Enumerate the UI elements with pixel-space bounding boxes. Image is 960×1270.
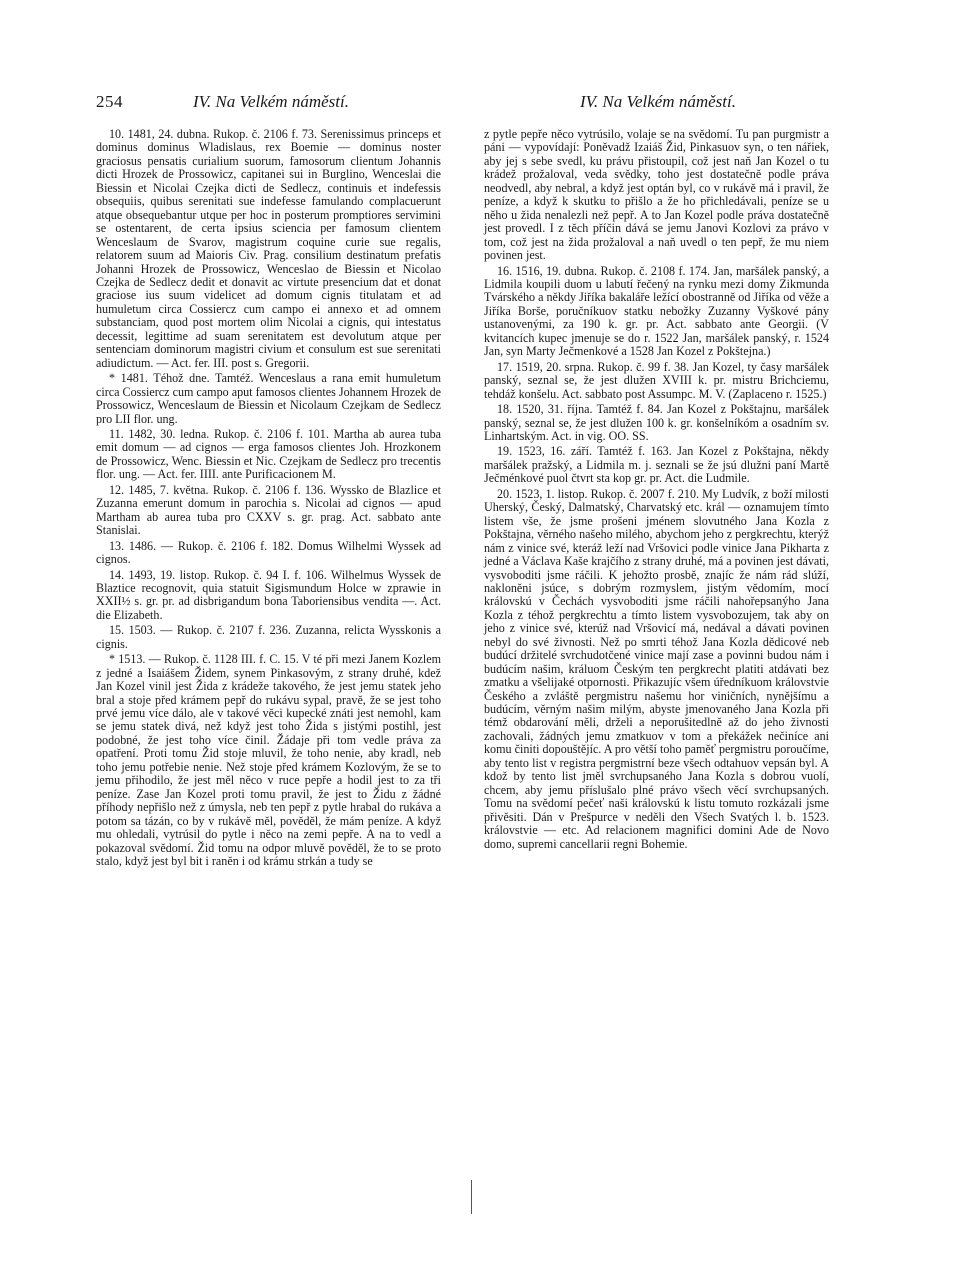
entry-15: 15. 1503. — Rukop. č. 2107 f. 236. Zuzanna, relicta Wysskonis a cignis.: [96, 623, 441, 651]
entry-15-continuation: z pytle pepře něco vytrúsilo, volaje se na svědomí. Tu pan purgmistr a páni — vypovídají: Poněvadž Izaiáš Žid, Pinkasuov syn, o ten nářiek, aby jej s sebe svedl, ku právu přistoupil, což jest naň Jan Kozel o tu krádež prožaloval, veda svědky, toho jest dostatečně podle práva neodvedl, aby nebral, a když jest optán byl, co v rukávě má i pravil, že peníze, a když k skutku to přišlo a že ho přichledávali, peníze se u něho u žida nenalezli než pepř. A to Jan Kozel podle práva dostatečně jest provedl. I z těch příčin dává se jemu Janovi Kozlovi za právo v tom, což jest na žida prožaloval a naň uvedl o ten pepř, že mu niem povinen jest.: [484, 127, 829, 263]
entry-17: 17. 1519, 20. srpna. Rukop. č. 99 f. 38. Jan Kozel, ty časy maršálek panský, seznal se, že jest dlužen XVIII k. pr. mistru Brichciemu, tehdáž konšelu. Act. sabbato post Assumpc. M. V. (Zaplaceno r. 1525.): [484, 359, 829, 401]
entry-15-addendum: * 1513. — Rukop. č. 1128 III. f. C. 15. V té při mezi Janem Kozlem z jedné a Isaiášem Židem, synem Pinkasovým, z strany druhé, kdež Jan Kozel vinil jest Žida z krádeže takového, že jest jemu statek jeho bral a stoje před krámem pepř do rukávu sypal, pravě, že se jest toho prvé jemu více dálo, ale v takové věci kupecké znáti jest nemohl, kam se jemu statek divá, než když jest toho Žida s jistými postihl, jest podobné, že jest toho více činil. Žádaje při tom vedle práva za opatření. Proti tomu Žid stoje mluvil, že toho nenie, aby kradl, neb toho jemu potřebie nenie. Než stoje před krámem Kozlovým, že se to jemu přihodilo, že jest měl něco v ruce pepře a hodil jest to za tři peníze. Zase Jan Kozel proti tomu pravil, že jest to Židu z žádné příhody nepřišlo než z úmysla, neb ten pepř z pytle hrabal do rukáva a potom sa tázán, co by v rukávě měl, pověděl, že mám peníze. A když mu ohledali, vytrúsil do pytle i něco na zemi pepře. A na to vedl a pokazoval svědomí. Žid tomu na odpor mluvě pověděl, že to se proto stalo, když jest byl bit i raněn i od krámu strkán a tudy se: [96, 652, 441, 869]
entry-18: 18. 1520, 31. října. Tamtéž f. 84. Jan Kozel z Pokštajnu, maršálek panský, seznal se, že jest dlužen 100 k. gr. konšelníkóm a osadním sv. Linhartským. Act. in vig. OO. SS.: [484, 402, 829, 443]
page-number: 254: [96, 92, 123, 111]
entry-10-addendum: * 1481. Téhož dne. Tamtéž. Wenceslaus a rana emit humuletum circa Cossiercz cum campo aput famosos clientes Johannem Hrozek de Prossowicz, Wenceslaum de Biessin et Nicolaum Czejkam de Sedlecz pro LII flor. ung.: [96, 371, 441, 426]
entry-13: 13. 1486. — Rukop. č. 2106 f. 182. Domus Wilhelmi Wyssek ad cignos.: [96, 538, 441, 567]
running-title-left: IV. Na Velkém náměstí.: [193, 92, 349, 111]
column-divider: [471, 1180, 472, 1214]
right-text-column: [484, 128, 829, 851]
entry-12: 12. 1485, 7. května. Rukop. č. 2106 f. 136. Wyssko de Blazlice et Zuzanna emerunt domum in parochia s. Nicolai ad cignos — apud Martham ab aurea tuba pro CXXV s. gr. prag. Act. sabbato ante Stanislai.: [96, 482, 441, 538]
running-title-right: IV. Na Velkém náměstí.: [580, 92, 736, 111]
entry-19: 19. 1523, 16. září. Tamtéž f. 163. Jan Kozel z Pokštajna, někdy maršálek pražský, a Lidmila m. j. seznali se že jsú dlužni paní Martě Ječménkové puol čtvrt sta kop gr. pr. Act. die Ludmile.: [484, 444, 829, 486]
entry-10: 10. 1481, 24. dubna. Rukop. č. 2106 f. 73. Serenissimus princeps et dominus dominus Wladislaus, rex Boemie — dominus noster graciosus pensatis curialium suorum, famosorum clientum Johannis dicti Hrozek de Prossowicz, capitanei sui in Burglino, Wenceslai die Biessin et Nicolai Czejka dicti de Sedlecz, continuis et indefessis obsequiis, quibus serenitati sue indefesse famulando complacuerunt atque obsequebantur utque per hoc in posterum promptiores servimini se ostentarent, de certa ipsius sciencia per famosum clientem Wenceslaum de Svarov, magistrum coquine curie sue regalis, relatorem suum ad Maioris Civ. Prag. consilium destinatum prefatis Johanni Hrozek de Prossowicz, Wenceslao de Biessin et Nicolao Czejka de Sedlecz dedit et donavit ac virtute presencium dat et donat graciose ius suum videlicet ad domum cignis titulatam et ad humuletum circa Cossiercz cum campo ei annexo et ad omnem substanciam, quod post mortem olim Nicolai a cignis, qui intestatus decessit, legittime ad suam serenitatem est devolutum atque per sentenciam dominorum magistri civium et consulum est sue serenitati adiudictum. — Act. fer. III. post s. Gregorii.: [96, 127, 441, 370]
entry-14: 14. 1493, 19. listop. Rukop. č. 94 I. f. 106. Wilhelmus Wyssek de Blaztice recognovit, quia statuit Sigismundum Holce w zprawie in XXII½ s. gr. pr. ad disbrigandum bona Taboriensibus vendita —. Act. die Elizabeth.: [96, 567, 441, 622]
entry-20: 20. 1523, 1. listop. Rukop. č. 2007 f. 210. My Ludvík, z boží milosti Uherský, Český, Dalmatský, Charvatský etc. král — oznamujem tímto listem vše, že jsme prošeni jménem slovutného Jana Kozla z Pokštajna, věrného našeho milého, abychom jeho z pergkrechtu, kterýž nám z vinice své, kteráž leží nad Vršovici podle vinice Jana Pikharta z jedné a Václava Kaše krajčího z strany druhé, má a povinen jest dávati, vysvoboditi jsme ráčili. K jehožto prosbě, znajíc že nám rád slúží, nakloněni jsúce, s dobrým rozmyslem, jistým vědomím, mocí královskú v Čechách vysvoboditi jsme ráčili nahořepsanýho Jana Kozla z téhož pergkrechtu a tímto listem vysvobozujem, tak aby on jeho z vinice své, kterúž nad Vršovicí má, nedával a dávati povinen nebyl do své živnosti. Než po smrti téhož Jana Kozla dědicové neb budúcí držitelé svrchudotčené vinice mají zase a povinni budou nám i budúcím našim, králuom Českým ten pergkrecht platiti atdávati bez zmatku a všelijaké otpornosti. Přikazujíc všem úředníkuom královstvie Českého a zvláště pergmistru našemu hor viničních, nynějšímu a budúcím, věrným našim milým, abyste jmenovaného Jana Kozla při témž obdarování měli, drželi a neporušitedlně až do jeho živnosti zachovali, žádných jemu zmatkuov v tom a překážek nečiníce ani komu činiti dopouštějíc. A pro větší toho paměť pergmistru poroučíme, aby tento list v registra pergmistrní beze všech odtahuov vepsán byl. A kdož by tento list jměl svrchupsaného Jana Kozla s dobrou vuolí, chcem, aby jemu příslušalo plné právo všech věcí svrchupsaných. Tomu na svědomí pečeť naši královskú k listu tomuto rozkázali jsme přivěsiti. Dán v Prešpurce v neděli den Všech Svatých l. b. 1523. královstvie — etc. Ad relacionem magnifici domini Ade de Novo domo, supremi cancellarii regni Bohemie.: [484, 486, 829, 851]
entry-16: 16. 1516, 19. dubna. Rukop. č. 2108 f. 174. Jan, maršálek panský, a Lidmila koupili duom u labutí řečený na rynku mezi domy Zikmunda Tvárského a někdy Jiříka bakaláře ležící obostranně od Jiříka od věže a Jiříka Borše, poručníkuov statku nebožky Zuzanny Vyškové pány ustanovenými, za 190 k. gr. pr. Act. sabbato ante Georgii. (V kvitancích kupec jmenuje se do r. 1522 Jan, maršálek panský, r. 1524 Jan, syn Marty Ječmenkové a 1528 Jan Kozel z Pokštejna.): [484, 263, 829, 359]
left-text-column: [96, 128, 441, 868]
entry-11: 11. 1482, 30. ledna. Rukop. č. 2106 f. 101. Martha ab aurea tuba emit domum — ad cignos — erga famosos clientes Joh. Hrozkonem de Prossowicz, Wenc. Biessin et Nic. Czejkam de Sedlecz pro trecentis flor. ung. — Act. fer. IIII. ante Purificacionem M.: [96, 426, 441, 482]
